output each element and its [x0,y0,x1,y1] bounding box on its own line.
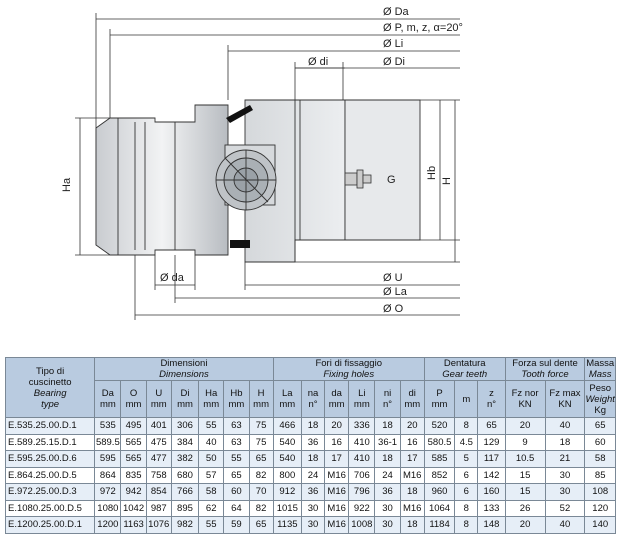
table-cell: 852 [424,467,454,484]
table-cell: 8 [455,517,478,534]
label-g: G [387,174,396,186]
table-cell: 535 [95,418,121,435]
table-cell: 75 [249,434,273,451]
table-cell: 15 [505,467,545,484]
table-cell: 477 [146,451,171,468]
table-cell: 20 [325,418,349,435]
table-cell: 15 [505,484,545,501]
table-cell: 854 [146,484,171,501]
table-cell: 36 [301,484,324,501]
table-cell: 972 [95,484,121,501]
subheader-cell: Hb mm [224,381,249,418]
table-row [6,418,616,435]
table-cell: 1076 [146,517,171,534]
table-cell: 401 [146,418,171,435]
dimension-lines-bottom [135,255,460,320]
label-u: Ø U [383,272,403,284]
bearing-spec-table [5,357,616,534]
table-cell: 24 [375,467,400,484]
table-cell: 70 [249,484,273,501]
subheader-cell: O mm [121,381,146,418]
table-cell: 466 [273,418,301,435]
subheader-cell: Li mm [349,381,375,418]
table-cell: 24 [301,467,324,484]
table-cell: 50 [199,451,224,468]
subheader-cell: Fz max KN [545,381,585,418]
table-cell: 52 [545,500,585,517]
table-cell: 960 [424,484,454,501]
table-row [6,500,616,517]
table-cell: 57 [199,467,224,484]
label-ha: Ha [61,177,73,192]
table-cell: 475 [146,434,171,451]
table-cell: 1064 [424,500,454,517]
table-cell: 706 [349,467,375,484]
table-cell: 1184 [424,517,454,534]
table-cell: 36 [375,484,400,501]
table-cell: 17 [400,451,424,468]
subheader-cell: di mm [400,381,424,418]
table-row [6,517,616,534]
subheader-cell: m [455,381,478,418]
table-cell: 982 [171,517,198,534]
table-body [6,418,616,534]
table-cell: 60 [224,484,249,501]
table-cell: 30 [545,467,585,484]
table-cell: 55 [224,451,249,468]
subheader-cell: Ha mm [199,381,224,418]
table-cell: 30 [375,500,400,517]
header-mass: Massa Mass [586,358,615,380]
table-cell: 6 [455,467,478,484]
subheader-cell: U mm [146,381,171,418]
table-cell: 58 [199,484,224,501]
table-cell: 26 [505,500,545,517]
table-cell: 133 [478,500,505,517]
table-cell: 9 [505,434,545,451]
subheader-cell: Da mm [95,381,121,418]
table-cell: 85 [585,467,616,484]
table-cell: 16 [400,434,424,451]
subheader-cell: da mm [325,381,349,418]
table-cell: 65 [249,451,273,468]
label-la: Ø La [383,286,407,298]
table-cell: 20 [505,418,545,435]
table-cell: 680 [171,467,198,484]
table-row [6,484,616,501]
table-cell: 1200 [95,517,121,534]
bearing-code-cell: E.595.25.00.D.6 [6,451,95,468]
subheader-cell: na n° [301,381,324,418]
table-cell: 1163 [121,517,146,534]
table-cell: 10.5 [505,451,545,468]
table-cell: 36 [301,434,324,451]
label-di-inner: Ø Di [383,56,405,68]
table-cell: 30 [301,517,324,534]
bearing-code-cell: E.1200.25.00.D.1 [6,517,95,534]
table-cell: 82 [249,467,273,484]
table-cell: 55 [199,517,224,534]
table-cell: 30 [375,517,400,534]
table-cell: 384 [171,434,198,451]
table-cell: 18 [400,484,424,501]
table-cell: 65 [585,418,616,435]
table-cell: 589.5 [95,434,121,451]
bearing-code-cell: E.1080.25.00.D.5 [6,500,95,517]
table-cell: 565 [121,451,146,468]
table-cell: M16 [400,467,424,484]
bearing-code-cell: E.972.25.00.D.3 [6,484,95,501]
table-row [6,467,616,484]
table-cell: 64 [224,500,249,517]
label-li: Ø Li [383,38,404,50]
table-cell: 580.5 [424,434,454,451]
table-cell: 595 [95,451,121,468]
table-cell: 117 [478,451,505,468]
header-dimensions: Dimensioni Dimensions [95,358,273,381]
subheader-cell: z n° [478,381,505,418]
table-cell: 160 [478,484,505,501]
table-cell: 63 [224,418,249,435]
label-pitch: Ø P, m, z, α=20° [383,22,463,34]
table-cell: 895 [171,500,198,517]
table-cell: 800 [273,467,301,484]
bearing-code-cell: E.864.25.00.D.5 [6,467,95,484]
table-cell: 987 [146,500,171,517]
table-cell: 108 [585,484,616,501]
table-cell: 20 [400,418,424,435]
table-cell: 942 [121,484,146,501]
table-cell: 8 [455,500,478,517]
label-hb: Hb [426,165,438,180]
table-cell: M16 [325,500,349,517]
table-cell: 40 [545,517,585,534]
table-row [6,451,616,468]
bearing-code-cell: E.589.25.15.D.1 [6,434,95,451]
subheader-cell: P mm [424,381,454,418]
table-cell: 835 [121,467,146,484]
table-cell: 20 [505,517,545,534]
subheader-cell: Di mm [171,381,198,418]
table-cell: 21 [545,451,585,468]
table-cell: 60 [585,434,616,451]
table-cell: 495 [121,418,146,435]
table-cell: 520 [424,418,454,435]
header-fixing-holes: Fori di fissaggio Fixing holes [273,358,424,381]
table-cell: 55 [199,418,224,435]
table-cell: 120 [585,500,616,517]
table-cell: 336 [349,418,375,435]
subheader-cell: H mm [249,381,273,418]
table-cell: 30 [301,500,324,517]
header-gear-teeth: Dentatura Gear teeth [424,358,505,381]
subheader-cell: Fz nor KN [505,381,545,418]
table-cell: 18 [301,451,324,468]
subheader-cell: ni n° [375,381,400,418]
table-cell: M16 [400,500,424,517]
table-cell: 796 [349,484,375,501]
table-cell: 410 [349,434,375,451]
table-cell: 585 [424,451,454,468]
table-cell: 142 [478,467,505,484]
sub-header-row [6,381,616,418]
table-cell: 758 [146,467,171,484]
table-cell: 75 [249,418,273,435]
label-da-outer: Ø Da [383,6,409,18]
group-header-row [6,358,616,381]
table-row [6,434,616,451]
table-cell: 18 [375,451,400,468]
table-cell: 540 [273,451,301,468]
table-cell: 30 [545,484,585,501]
table-cell: 82 [249,500,273,517]
table-cell: 864 [95,467,121,484]
table-cell: 18 [545,434,585,451]
table-cell: 1135 [273,517,301,534]
outer-ring [96,105,228,255]
label-di-small: Ø di [308,56,329,68]
table-cell: 40 [545,418,585,435]
table-cell: 5 [455,451,478,468]
table-cell: 129 [478,434,505,451]
table-cell: 65 [249,517,273,534]
table-cell: 1015 [273,500,301,517]
header-bearing-type: Tipo di cuscinetto Bearing type [6,358,95,418]
table-cell: 6 [455,484,478,501]
table-cell: 63 [224,434,249,451]
table-cell: 922 [349,500,375,517]
table-cell: 40 [199,434,224,451]
table-cell: 16 [325,434,349,451]
table-cell: 382 [171,451,198,468]
table-cell: 65 [224,467,249,484]
table-cell: 17 [325,451,349,468]
table-cell: 140 [585,517,616,534]
table-cell: 18 [375,418,400,435]
header-tooth-force: Forza sul dente Tooth force [505,358,585,381]
table-cell: 912 [273,484,301,501]
table-cell: M16 [325,484,349,501]
subheader-cell: Peso Weight Kg [585,382,615,416]
table-cell: 1042 [121,500,146,517]
table-cell: M16 [325,467,349,484]
table-cell: 36-1 [375,434,400,451]
seal-bottom [230,240,250,248]
table-cell: 540 [273,434,301,451]
subheader-cell: La mm [273,381,301,418]
label-o: Ø O [383,303,404,315]
label-da-small: Ø da [160,272,184,284]
table-cell: 18 [301,418,324,435]
table-cell: 18 [400,517,424,534]
table-cell: 8 [455,418,478,435]
table-cell: 58 [585,451,616,468]
table-cell: 1080 [95,500,121,517]
table-cell: 565 [121,434,146,451]
label-h: H [441,177,453,185]
bearing-code-cell: E.535.25.00.D.1 [6,418,95,435]
table-cell: 766 [171,484,198,501]
roller-ball [216,145,276,210]
table-cell: 59 [224,517,249,534]
table-cell: 1008 [349,517,375,534]
table-cell: M16 [325,517,349,534]
table-cell: 62 [199,500,224,517]
table-cell: 65 [478,418,505,435]
table-cell: 4.5 [455,434,478,451]
table-cell: 148 [478,517,505,534]
table-cell: 306 [171,418,198,435]
table-cell: 410 [349,451,375,468]
